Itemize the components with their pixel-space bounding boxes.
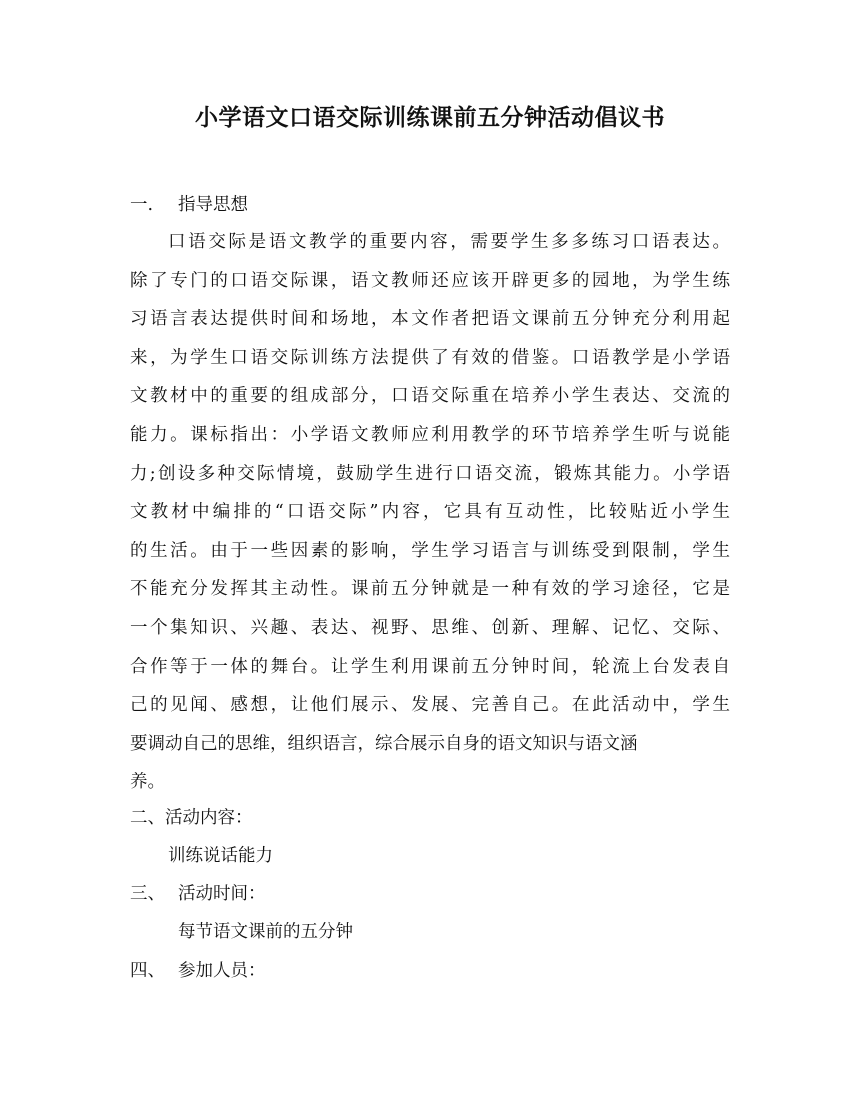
section-content-3: 每节语文课前的五分钟 bbox=[178, 922, 353, 942]
section-heading-1 bbox=[130, 191, 248, 216]
paragraph-line: 养。 bbox=[130, 772, 165, 793]
paragraph-line: 口语交际是语文教学的重要内容，需要学生多多练习口语表达。 bbox=[168, 232, 730, 252]
section-paragraph-1 bbox=[130, 223, 730, 802]
section-heading-text: 指导思想 bbox=[178, 195, 248, 215]
paragraph-line: 文教材中编排的“口语交际”内容，它具有互动性，比较贴近小学生 bbox=[130, 502, 730, 523]
section-heading-4 bbox=[130, 957, 266, 982]
paragraph-line: 不能充分发挥其主动性。课前五分钟就是一种有效的学习途径，它是 bbox=[130, 579, 730, 600]
paragraph-line: 习语言表达提供时间和场地，本文作者把语文课前五分钟充分利用起 bbox=[130, 309, 730, 330]
section-number: 四、 bbox=[130, 961, 165, 981]
section-number: 二、 bbox=[130, 808, 165, 828]
paragraph-line: 要调动自己的思维，组织语言，综合展示自身的语文知识与语文涵 bbox=[130, 733, 638, 754]
section-heading-3 bbox=[130, 880, 266, 905]
section-heading-text: 活动内容： bbox=[165, 808, 253, 828]
paragraph-line: 能力。课标指出：小学语文教师应利用教学的环节培养学生听与说能 bbox=[130, 424, 730, 445]
paragraph-line: 文教材中的重要的组成部分，口语交际重在培养小学生表达、交流的 bbox=[130, 386, 730, 407]
paragraph-line: 除了专门的口语交际课，语文教师还应该开辟更多的园地，为学生练 bbox=[130, 270, 730, 291]
document-title: 小学语文口语交际训练课前五分钟活动倡议书 bbox=[195, 104, 665, 131]
paragraph-line: 己的见闻、感想，让他们展示、发展、完善自己。在此活动中，学生 bbox=[130, 695, 730, 716]
paragraph-line: 的生活。由于一些因素的影响，学生学习语言与训练受到限制，学生 bbox=[130, 540, 730, 561]
section-heading-text: 活动时间： bbox=[178, 884, 266, 904]
paragraph-line: 来，为学生口语交际训练方法提供了有效的借鉴。口语教学是小学语 bbox=[130, 347, 730, 368]
section-heading-2 bbox=[130, 804, 253, 829]
paragraph-line: 一个集知识、兴趣、表达、视野、思维、创新、理解、记忆、交际、 bbox=[130, 617, 730, 638]
section-number: 三、 bbox=[130, 884, 165, 904]
section-heading-text: 参加人员： bbox=[178, 961, 266, 981]
section-content-2: 训练说话能力 bbox=[168, 846, 273, 866]
paragraph-line: 力;创设多种交际情境，鼓励学生进行口语交流，锻炼其能力。小学语 bbox=[130, 463, 730, 484]
paragraph-line: 合作等于一体的舞台。让学生利用课前五分钟时间，轮流上台发表自 bbox=[130, 656, 730, 677]
section-number: 一. bbox=[130, 195, 154, 215]
